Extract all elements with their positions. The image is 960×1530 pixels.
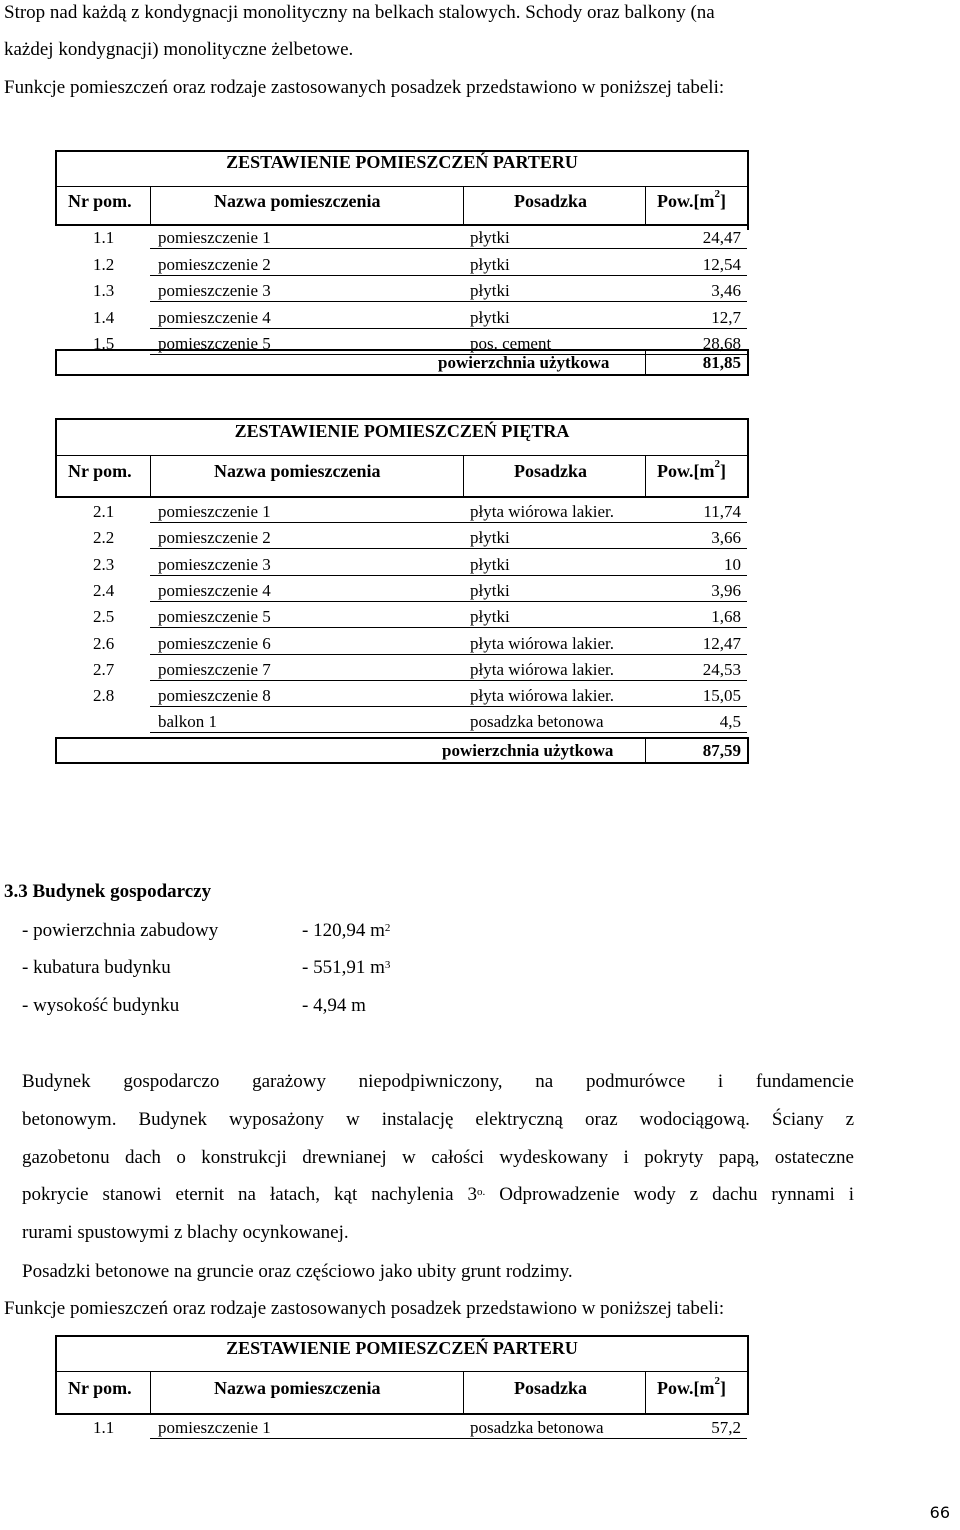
cell-nr: 2.2: [93, 528, 115, 548]
cell-posadzka: posadzka betonowa: [470, 712, 604, 732]
paragraph-line: Budynek gospodarczo garażowy niepodpiwniczony, na podmurówce i fundamencie: [22, 1071, 854, 1092]
cell-posadzka: płytki: [470, 528, 510, 548]
cell-nr: 2.4: [93, 580, 115, 600]
row-underline: [645, 548, 747, 549]
row-underline: [463, 548, 645, 549]
cell-posadzka: płytki: [470, 307, 510, 327]
cell-pow: 10: [724, 554, 741, 574]
cell-pow: 12,54: [702, 254, 741, 274]
cell-nr: 1.3: [93, 281, 115, 300]
paragraph-3: Funkcje pomieszczeń oraz rodzaje zastosowanych posadzek przedstawiono w poniższej tabeli:: [4, 1298, 725, 1319]
row-underline: [463, 328, 645, 329]
row-underline: [463, 680, 645, 681]
header-pow: $Pow.[m^2]$: [657, 458, 726, 481]
cell-nazwa: pomieszczenie 3: [158, 281, 271, 300]
total-label: powierzchnia użytkowa: [442, 741, 614, 760]
cell-pow: 1,68: [711, 607, 741, 627]
table-title: ZESTAWIENIE POMIESZCZEŃ PIĘTRA: [234, 421, 570, 441]
page-number: 66: [929, 1503, 950, 1522]
divider: [150, 186, 151, 226]
row-underline: [645, 654, 747, 655]
header-nr: Nr pom.: [68, 461, 132, 481]
total-value: 87,59: [702, 741, 741, 760]
cell-nazwa: pomieszczenie 2: [158, 254, 271, 274]
row-underline: [645, 248, 747, 249]
row-underline: [463, 601, 645, 602]
cell-posadzka: płyta wiórowa lakier.: [470, 502, 614, 521]
spec-label: - powierzchnia zabudowy: [22, 920, 219, 941]
spec-value: - 551,91 $m^3$: [302, 957, 391, 978]
cell-nr: 1.5: [93, 334, 115, 353]
header-nr: Nr pom.: [68, 1378, 132, 1398]
header-nr: Nr pom.: [68, 191, 132, 211]
row-underline: [645, 275, 747, 276]
row-underline: [645, 575, 747, 576]
row-underline: [463, 275, 645, 276]
row-underline: [463, 248, 645, 249]
cell-nazwa: pomieszczenie 4: [158, 580, 271, 600]
row-underline: [150, 548, 463, 549]
row-underline: [150, 275, 463, 276]
row-underline: [463, 1438, 645, 1439]
cell-pow: 24,53: [702, 659, 741, 679]
spec-value: - 4,94 m: [302, 995, 366, 1016]
divider: [645, 455, 646, 498]
cell-nr: 2.6: [93, 633, 115, 653]
row-underline: [463, 301, 645, 302]
header-posadzka: Posadzka: [514, 461, 588, 481]
divider: [645, 1371, 646, 1415]
row-underline: [645, 732, 747, 733]
row-underline: [645, 680, 747, 681]
row-underline: [150, 248, 463, 249]
cell-nr: 2.5: [93, 607, 115, 627]
header-pow: $Pow.[m^2]$: [657, 188, 726, 211]
row-underline: [645, 1438, 747, 1439]
divider: [150, 455, 151, 498]
cell-pow: 28,68: [702, 334, 741, 353]
total-label: powierzchnia użytkowa: [438, 353, 610, 372]
cell-pow: 24,47: [702, 228, 741, 247]
header-posadzka: Posadzka: [514, 1378, 588, 1398]
paragraph-2: Posadzki betonowe na gruncie oraz częściowo jako ubity grunt rodzimy.: [22, 1261, 573, 1282]
cell-nazwa: pomieszczenie 6: [158, 633, 271, 653]
row-underline: [463, 706, 645, 707]
row-underline: [150, 732, 463, 733]
table-title: ZESTAWIENIE POMIESZCZEŃ PARTERU: [226, 1338, 578, 1358]
divider: [747, 224, 749, 230]
row-underline: [463, 575, 645, 576]
divider: [645, 737, 646, 764]
row-underline: [150, 601, 463, 602]
cell-nazwa: pomieszczenie 5: [158, 607, 271, 627]
cell-pow: 3,66: [711, 528, 741, 548]
cell-posadzka: płyta wiórowa lakier.: [470, 686, 614, 706]
divider: [463, 1371, 464, 1415]
cell-pow: 11,74: [703, 502, 741, 521]
cell-pow: 4,5: [719, 712, 741, 732]
paragraph-line: gazobetonu dach o konstrukcji drewnianej w całości wydeskowany i pokryty papą, ostateczne: [22, 1147, 854, 1168]
row-underline: [150, 627, 463, 628]
row-underline: [463, 627, 645, 628]
cell-nazwa: pomieszczenie 8: [158, 686, 271, 706]
spec-value: - 120,94 $m^2$: [302, 920, 391, 941]
cell-nr: 1.4: [93, 307, 115, 327]
divider: [150, 1371, 151, 1415]
row-underline: [150, 522, 463, 523]
header-posadzka: Posadzka: [514, 191, 588, 211]
cell-nazwa: pomieszczenie 3: [158, 554, 271, 574]
row-underline: [645, 522, 747, 523]
cell-nr: 2.7: [93, 659, 115, 679]
divider: [645, 349, 646, 376]
row-underline: [645, 706, 747, 707]
cell-posadzka: płytki: [470, 554, 510, 574]
cell-nr: 1.2: [93, 254, 115, 274]
cell-nazwa: pomieszczenie 1: [158, 502, 271, 521]
intro-line-3: Funkcje pomieszczeń oraz rodzaje zastosowanych posadzek przedstawiono w poniższej tabeli:: [4, 77, 725, 98]
paragraph-line: rurami spustowymi z blachy ocynkowanej.: [22, 1222, 349, 1243]
cell-posadzka: płyta wiórowa lakier.: [470, 659, 614, 679]
cell-pow: 12,7: [711, 307, 741, 327]
cell-posadzka: płytki: [470, 580, 510, 600]
intro-line-1: Strop nad każdą z kondygnacji monolityczny na belkach stalowych. Schody oraz balkony (na: [4, 2, 715, 23]
row-underline: [645, 601, 747, 602]
cell-nazwa: pomieszczenie 7: [158, 659, 271, 679]
row-underline: [150, 654, 463, 655]
row-underline: [645, 328, 747, 329]
cell-pow: 3,46: [711, 281, 741, 300]
row-underline: [150, 575, 463, 576]
row-underline: [645, 301, 747, 302]
cell-nazwa: balkon 1: [158, 712, 218, 732]
cell-pow: 3,96: [711, 580, 741, 600]
spec-label: - kubatura budynku: [22, 957, 171, 978]
row-underline: [150, 301, 463, 302]
cell-posadzka: płytki: [470, 281, 510, 300]
cell-pow: 12,47: [702, 633, 741, 653]
cell-posadzka: pos. cement: [470, 334, 552, 353]
cell-nazwa: pomieszczenie 2: [158, 528, 271, 548]
cell-nr: 2.3: [93, 554, 115, 574]
cell-nazwa: pomieszczenie 5: [158, 334, 271, 353]
divider: [463, 455, 464, 498]
cell-nazwa: pomieszczenie 1: [158, 1418, 271, 1437]
row-underline: [645, 627, 747, 628]
divider: [645, 186, 646, 226]
paragraph-line: pokrycie stanowi eternit na łatach, kąt nachylenia $3^{o.}$ Odprowadzenie wody z dachu rynnami i: [22, 1184, 854, 1205]
cell-posadzka: płytki: [470, 228, 510, 247]
row-underline: [463, 654, 645, 655]
cell-nr: 1.1: [93, 1418, 115, 1437]
cell-nr: 2.8: [93, 686, 115, 706]
cell-nr: 2.1: [93, 502, 115, 521]
row-underline: [150, 706, 463, 707]
row-underline: [150, 680, 463, 681]
cell-posadzka: płyta wiórowa lakier.: [470, 633, 614, 653]
cell-nazwa: pomieszczenie 4: [158, 307, 271, 327]
paragraph-line: betonowym. Budynek wyposażony w instalację elektryczną oraz wodociągową. Ściany z: [22, 1109, 854, 1130]
header-nazwa: Nazwa pomieszczenia: [214, 1378, 381, 1398]
row-underline: [150, 328, 463, 329]
row-underline: [463, 732, 645, 733]
row-underline: [463, 522, 645, 523]
header-nazwa: Nazwa pomieszczenia: [214, 461, 381, 481]
cell-posadzka: posadzka betonowa: [470, 1418, 604, 1437]
divider: [463, 186, 464, 226]
cell-nr: 1.1: [93, 228, 115, 247]
intro-line-2: każdej kondygnacji) monolityczne żelbetowe.: [4, 39, 354, 60]
row-underline: [150, 1438, 463, 1439]
total-value: 81,85: [702, 353, 741, 372]
cell-pow: 57,2: [711, 1418, 741, 1437]
header-pow: $Pow.[m^2]$: [657, 1375, 726, 1398]
section-heading: 3.3 Budynek gospodarczy: [4, 881, 212, 902]
cell-nazwa: pomieszczenie 1: [158, 228, 271, 247]
table-title: ZESTAWIENIE POMIESZCZEŃ PARTERU: [226, 152, 578, 172]
header-nazwa: Nazwa pomieszczenia: [214, 191, 381, 211]
cell-pow: 15,05: [702, 686, 741, 706]
cell-posadzka: płytki: [470, 254, 510, 274]
spec-label: - wysokość budynku: [22, 995, 180, 1016]
cell-posadzka: płytki: [470, 607, 510, 627]
